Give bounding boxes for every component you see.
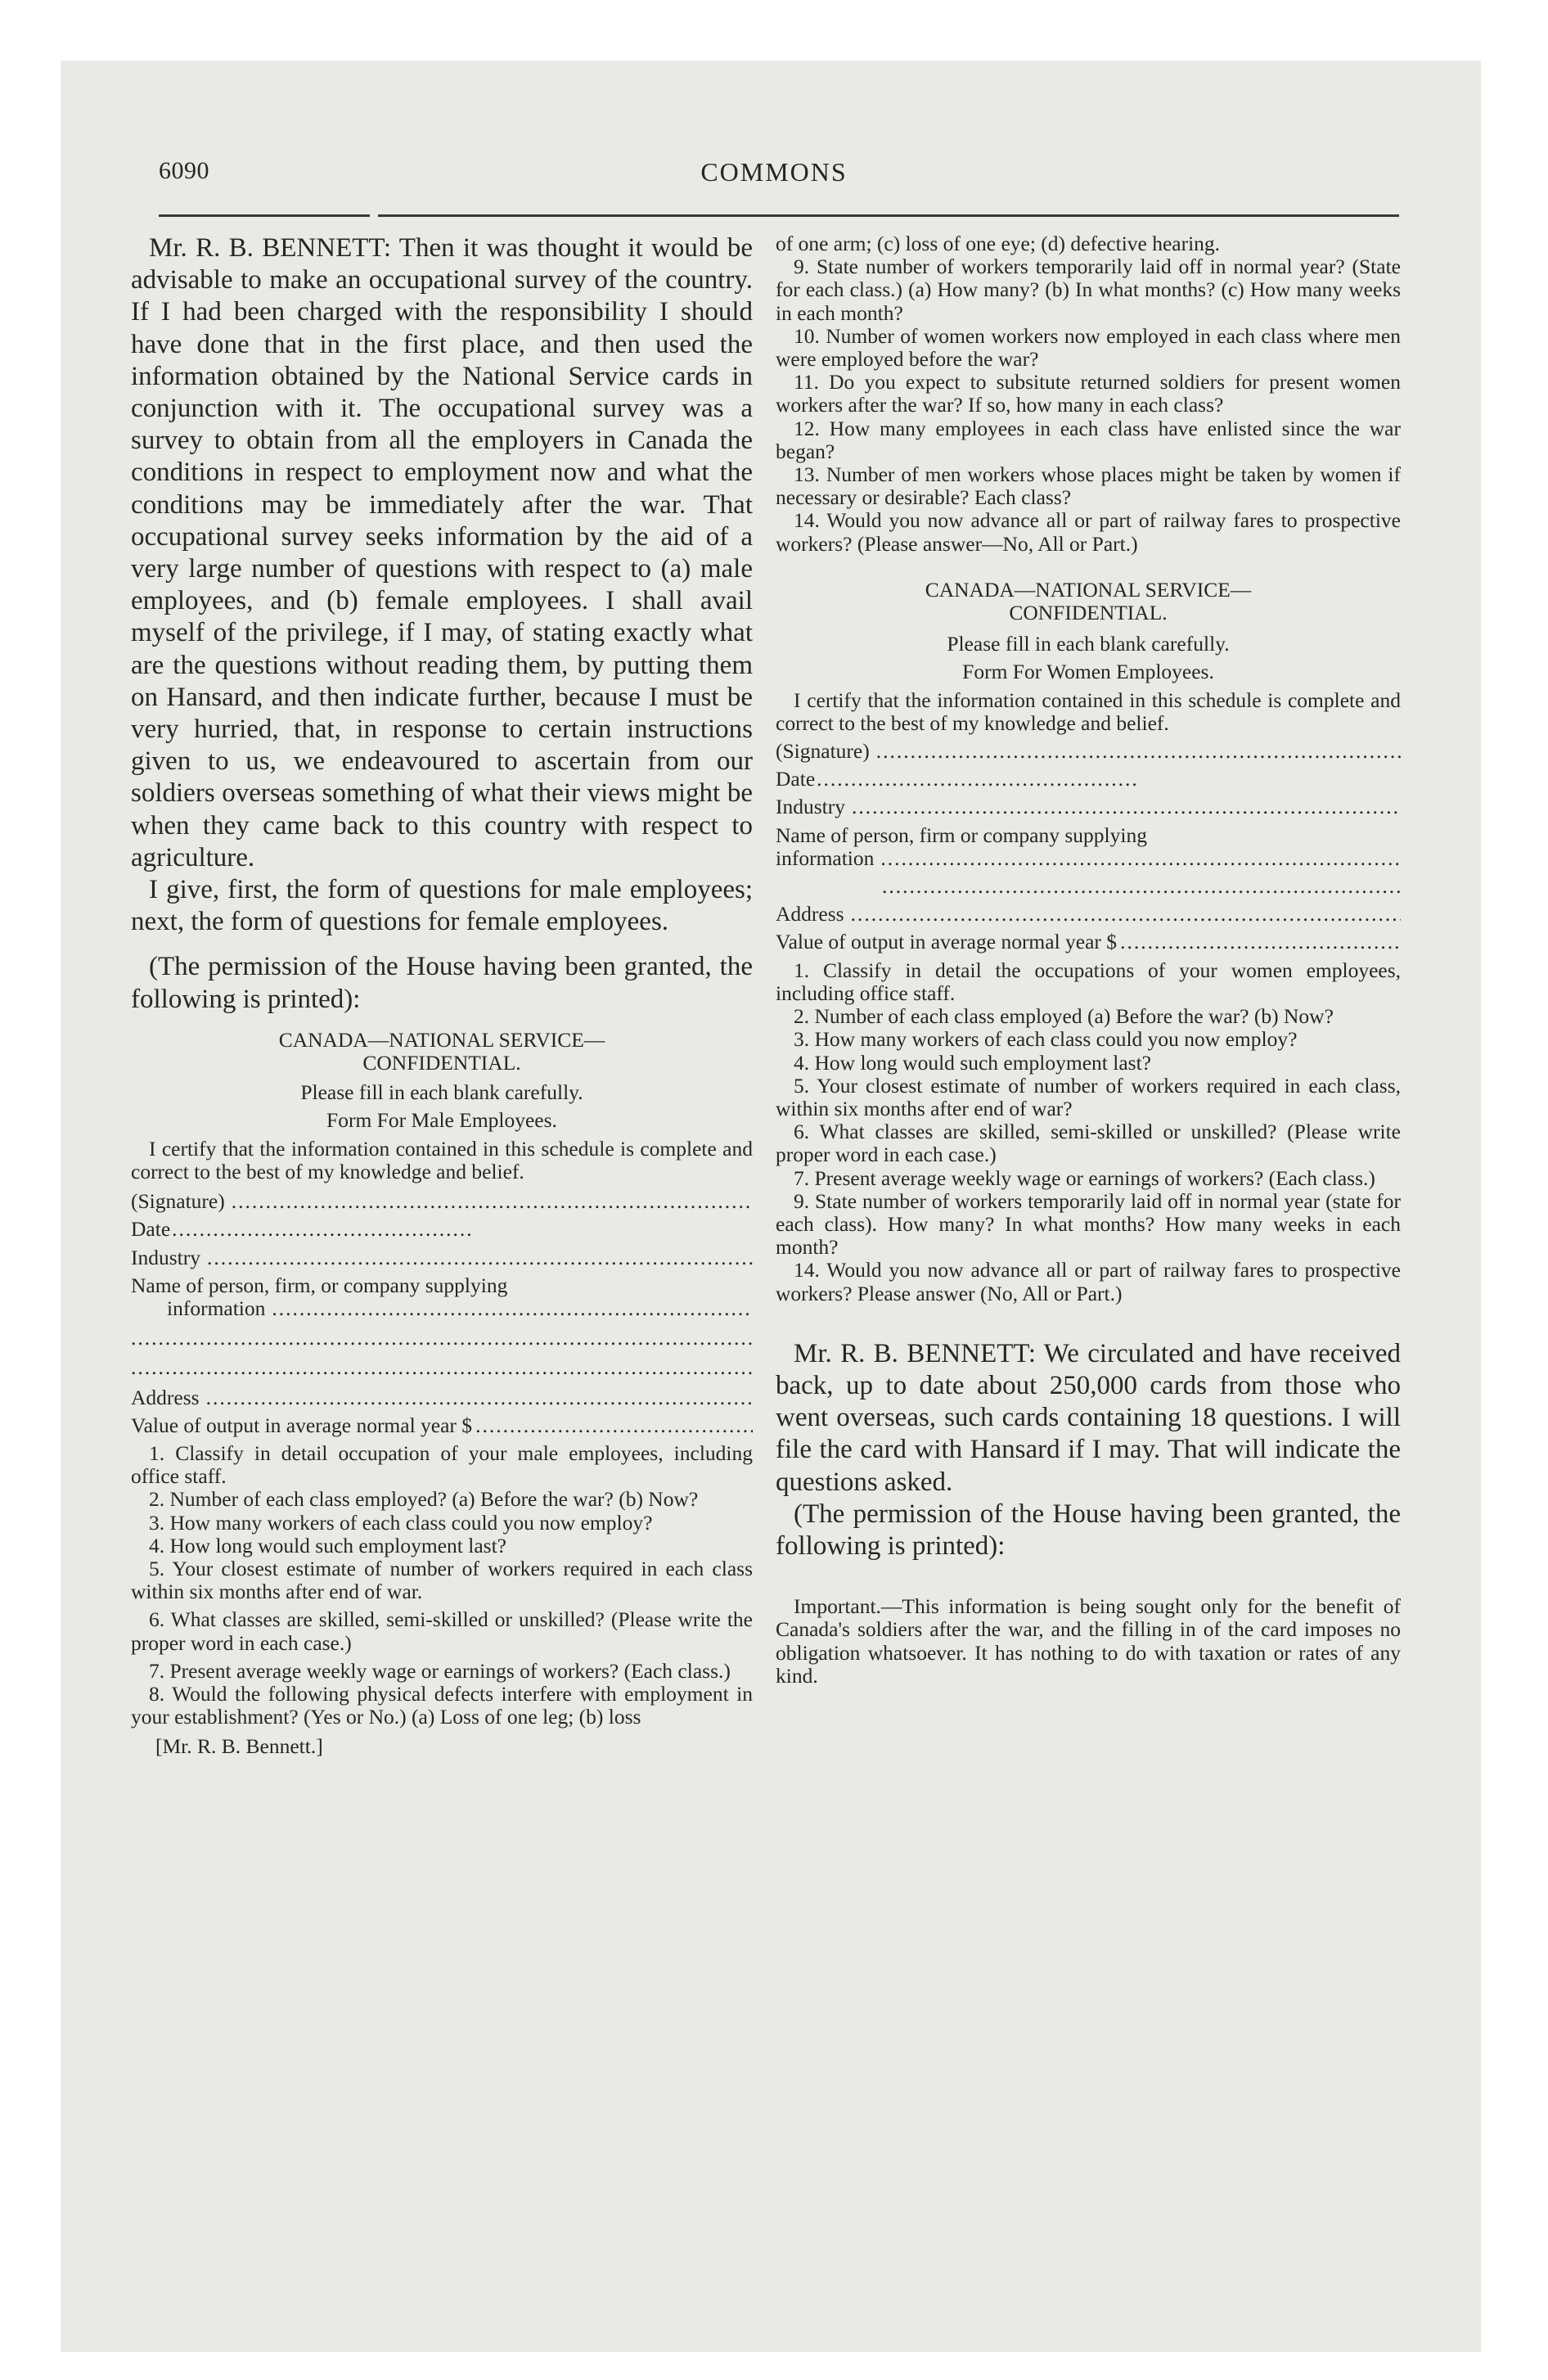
female-name-field-label: Name of person, firm or company supplying	[776, 823, 1147, 847]
field-label: (Signature)	[776, 739, 870, 764]
female-question: 3. How many workers of each class could you now employ?	[794, 1027, 1298, 1052]
female-question: 14. Would you now advance all or part of railway fares to prospective workers? Please answer (No, All or Part.)	[776, 1258, 1401, 1305]
male-name-field-label: Name of person, firm, or company supplying	[131, 1273, 508, 1297]
field-label: information	[776, 845, 875, 870]
male-question: 5. Your closest estimate of number of workers required in each class within six months after end of war.	[131, 1556, 753, 1604]
male-question: 8. Would the following physical defects interfere with employment in your establishment? (Yes or No.) (a) Loss of one leg; (b) loss	[131, 1681, 753, 1729]
speaker-footer: [Mr. R. B. Bennett.]	[155, 1734, 323, 1759]
female-question: 9. State number of workers temporarily laid off in normal year (state for each class). How many? In what months? How many weeks in each month?	[776, 1188, 1401, 1260]
female-question: 4. How long would such employment last?	[794, 1050, 1151, 1075]
female-form-heading: CANADA—NATIONAL SERVICE— CONFIDENTIAL.	[925, 577, 1252, 625]
female-question: 6. What classes are skilled, semi-skilled or unskilled? (Please write proper word in each case.)	[776, 1120, 1401, 1167]
blank-line	[131, 1327, 753, 1350]
blank-line	[776, 875, 1401, 898]
male-date-field	[131, 1218, 475, 1241]
left-column	[131, 232, 753, 1759]
field-label: (Signature)	[131, 1189, 225, 1214]
male-question: 4. How long would such employment last?	[149, 1533, 506, 1557]
permission-note-2: (The permission of the House having been granted, the following is printed):	[776, 1499, 1401, 1561]
male-address-field	[131, 1386, 753, 1409]
male-question: 10. Number of women workers now employed in each class where men were employed before the war?	[776, 323, 1401, 372]
male-value-field	[131, 1414, 753, 1437]
blank-line	[131, 1356, 753, 1379]
male-form-certify: I certify that the information contained in this schedule is complete and correct to the best of my knowledge and belief.	[131, 1136, 753, 1183]
important-notice: Important.—This information is being sought only for the benefit of Canada's soldiers after the war, and the filling in of the card imposes no obligation whatsoever. It has nothing to do with taxation or rates of any kind.	[776, 1594, 1401, 1688]
male-form-title: Form For Male Employees.	[326, 1108, 557, 1133]
female-information-field	[776, 847, 1401, 870]
female-signature-field	[776, 740, 1401, 763]
male-question: 13. Number of men workers whose places might be taken by women if necessary or desirable? Each class?	[776, 462, 1401, 510]
header-rule-left	[159, 214, 370, 217]
female-question: 5. Your closest estimate of number of workers required in each class, within six months after end of war?	[776, 1073, 1401, 1120]
male-question-continued: of one arm; (c) loss of one eye; (d) defective hearing.	[776, 232, 1221, 255]
field-label: Industry	[131, 1245, 200, 1269]
running-title: COMMONS	[700, 157, 848, 187]
male-question: 6. What classes are skilled, semi-skilled or unskilled? (Please write the proper word in each case.)	[131, 1607, 753, 1655]
field-label: Address	[776, 902, 844, 926]
male-question: 11. Do you expect to subsitute returned soldiers for present women workers after the war? If so, how many in each class?	[776, 370, 1401, 417]
female-form-instruction: Please fill in each blank carefully.	[947, 632, 1230, 656]
male-form-heading: CANADA—NATIONAL SERVICE— CONFIDENTIAL.	[278, 1027, 605, 1075]
right-column	[776, 232, 1401, 1688]
field-label: Value of output in average normal year $	[131, 1413, 473, 1437]
female-question: 2. Number of each class employed (a) Before the war? (b) Now?	[794, 1004, 1334, 1029]
female-question: 1. Classify in detail the occupations of your women employees, including office staff.	[776, 958, 1401, 1005]
field-label: Address	[131, 1385, 200, 1409]
field-label: Date	[131, 1217, 171, 1242]
female-question: 7. Present average weekly wage or earnings of workers? (Each class.)	[794, 1165, 1375, 1190]
female-form-title: Form For Women Employees.	[962, 660, 1214, 684]
female-industry-field	[776, 796, 1401, 818]
page-number: 6090	[159, 157, 209, 184]
field-label: Date	[776, 767, 816, 791]
bennett-speech-paragraph-2: I give, first, the form of questions for male employees; next, the form of questions for female employees.	[131, 875, 753, 937]
female-form-certify: I certify that the information contained in this schedule is complete and correct to the best of my knowledge and belief.	[776, 687, 1401, 735]
male-question: 3. How many workers of each class could you now employ?	[149, 1510, 653, 1535]
female-address-field	[776, 903, 1401, 926]
bennett-speech-paragraph-3: Mr. R. B. BENNETT: We circulated and have received back, up to date about 250,000 cards from those who went overseas, such cards containing 18 questions. I will file the card with Hansard if I may. That will indicate the questions asked.	[776, 1338, 1401, 1497]
male-question: 2. Number of each class employed? (a) Before the war? (b) Now?	[149, 1487, 699, 1512]
permission-note: (The permission of the House having been granted, the following is printed):	[131, 952, 753, 1014]
female-date-field	[776, 768, 1136, 791]
male-signature-field	[131, 1190, 753, 1213]
field-label: Value of output in average normal year $	[776, 930, 1118, 954]
male-question: 14. Would you now advance all or part of railway fares to prospective workers? (Please answer—No, All or Part.)	[776, 508, 1401, 556]
field-label: Industry	[776, 795, 845, 819]
male-question: 7. Present average weekly wage or earnings of workers? (Each class.)	[149, 1658, 731, 1683]
male-information-field	[131, 1297, 753, 1320]
male-form-instruction: Please fill in each blank carefully.	[300, 1080, 583, 1105]
female-value-field	[776, 931, 1401, 953]
header-rule-right	[378, 214, 1399, 217]
male-question: 1. Classify in detail occupation of your male employees, including office staff.	[131, 1440, 753, 1489]
male-industry-field	[131, 1246, 753, 1269]
male-question: 9. State number of workers temporarily laid off in normal year? (State for each class.) (a) How many? (b) In what months? (c) How many weeks in each month?	[776, 255, 1401, 325]
field-label: information	[167, 1296, 266, 1320]
bennett-speech-paragraph: Mr. R. B. BENNETT: Then it was thought it would be advisable to make an occupational survey of the country. If I had been charged with the responsibility I should have done that in the first place, and then used the information obtained by the National Service cards in conjunction with it. The occupational survey was a survey to obtain from all the employers in Canada the conditions in respect to employment now and what the conditions may be immediately after the war. That occupational survey seeks information by the aid of a very large number of questions with respect to (a) male employees, and (b) female employees. I shall avail myself of the privilege, if I may, of stating exactly what are the questions without reading them, by putting them on Hansard, and then indicate further, because I must be very hurried, that, in response to certain instructions given to us, we endeavoured to ascertain from our soldiers overseas something of what their views might be when they came back to this country with respect to agriculture.	[131, 233, 753, 872]
male-question: 12. How many employees in each class have enlisted since the war began?	[776, 416, 1401, 463]
